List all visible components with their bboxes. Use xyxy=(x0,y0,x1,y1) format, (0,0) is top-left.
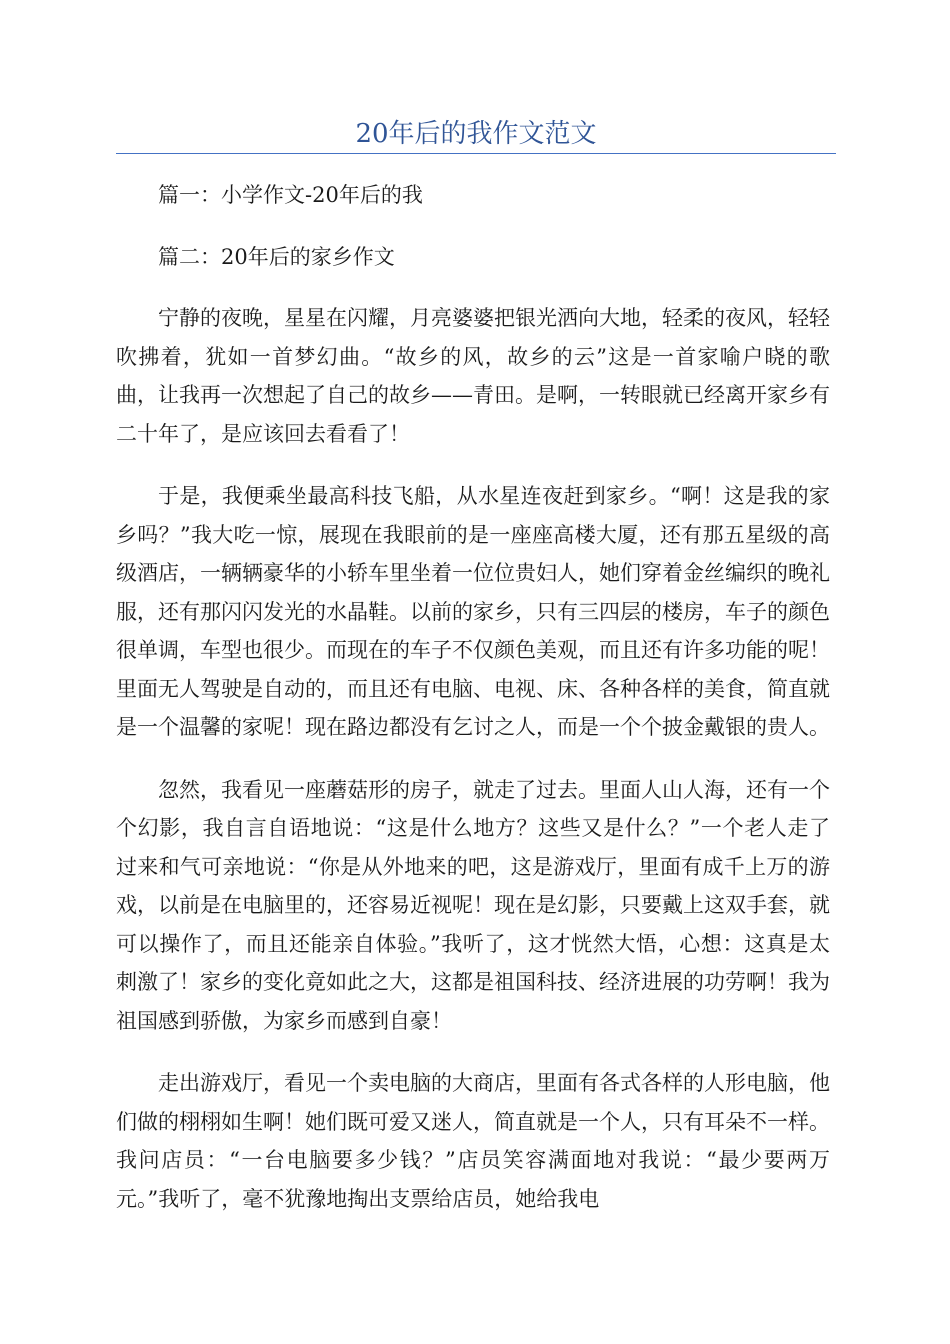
toc-item-2: 篇二：20年后的家乡作文 xyxy=(158,244,395,269)
toc-item-1: 篇一：小学作文-20年后的我 xyxy=(158,183,423,207)
paragraph-2: 于是，我便乘坐最高科技飞船，从水星连夜赶到家乡。“啊！这是我的家乡吗？”我大吃一惊，展现在我眼前的是一座座高楼大厦，还有那五星级的高级酒店，一辆辆豪华的小轿车里坐着一位位贵妇人，她们穿着金丝编织的晚礼服，还有那闪闪发光的水晶鞋。以前的家乡，只有三四层的楼房，车子的颜色很单调，车型也很少。而现在的车子不仅颜色美观，而且还有许多功能的呢！里面无人驾驶是自动的，而且还有电脑、电视、床、各种各样的美食，简直就是一个温馨的家呢！现在路边都没有乞讨之人，而是一个个披金戴银的贵人。 xyxy=(116,484,830,739)
document-title: 20年后的我作文范文 xyxy=(355,119,597,149)
paragraph-3: 忽然，我看见一座蘑菇形的房子，就走了过去。里面人山人海，还有一个个幻影，我自言自语地说：“这是什么地方？这些又是什么？”一个老人走了过来和气可亲地说：“你是从外地来的吧，这是游戏厅，里面有成千上万的游戏，以前是在电脑里的，还容易近视呢！现在是幻影，只要戴上这双手套，就可以操作了，而且还能亲自体验。”我听了，这才恍然大悟，心想：这真是太刺激了！家乡的变化竟如此之大，这都是祖国科技、经济进展的功劳啊！我为祖国感到骄傲，为家乡而感到自豪！ xyxy=(116,777,830,1033)
title-underline xyxy=(116,153,836,154)
document-body xyxy=(116,176,830,1242)
paragraph-1: 宁静的夜晚，星星在闪耀，月亮婆婆把银光洒向大地，轻柔的夜风，轻轻吹拂着，犹如一首梦幻曲。“故乡的风，故乡的云”这是一首家喻户晓的歌曲，让我再一次想起了自己的故乡——青田。是啊，一转眼就已经离开家乡有二十年了，是应该回去看看了！ xyxy=(116,306,830,446)
paragraph-4: 走出游戏厅，看见一个卖电脑的大商店，里面有各式各样的人形电脑，他们做的栩栩如生啊！她们既可爱又迷人，简直就是一个人，只有耳朵不一样。我问店员：“一台电脑要多少钱？”店员笑容满面地对我说：“最少要两万元。”我听了，毫不犹豫地掏出支票给店员，她给我电 xyxy=(116,1071,830,1211)
